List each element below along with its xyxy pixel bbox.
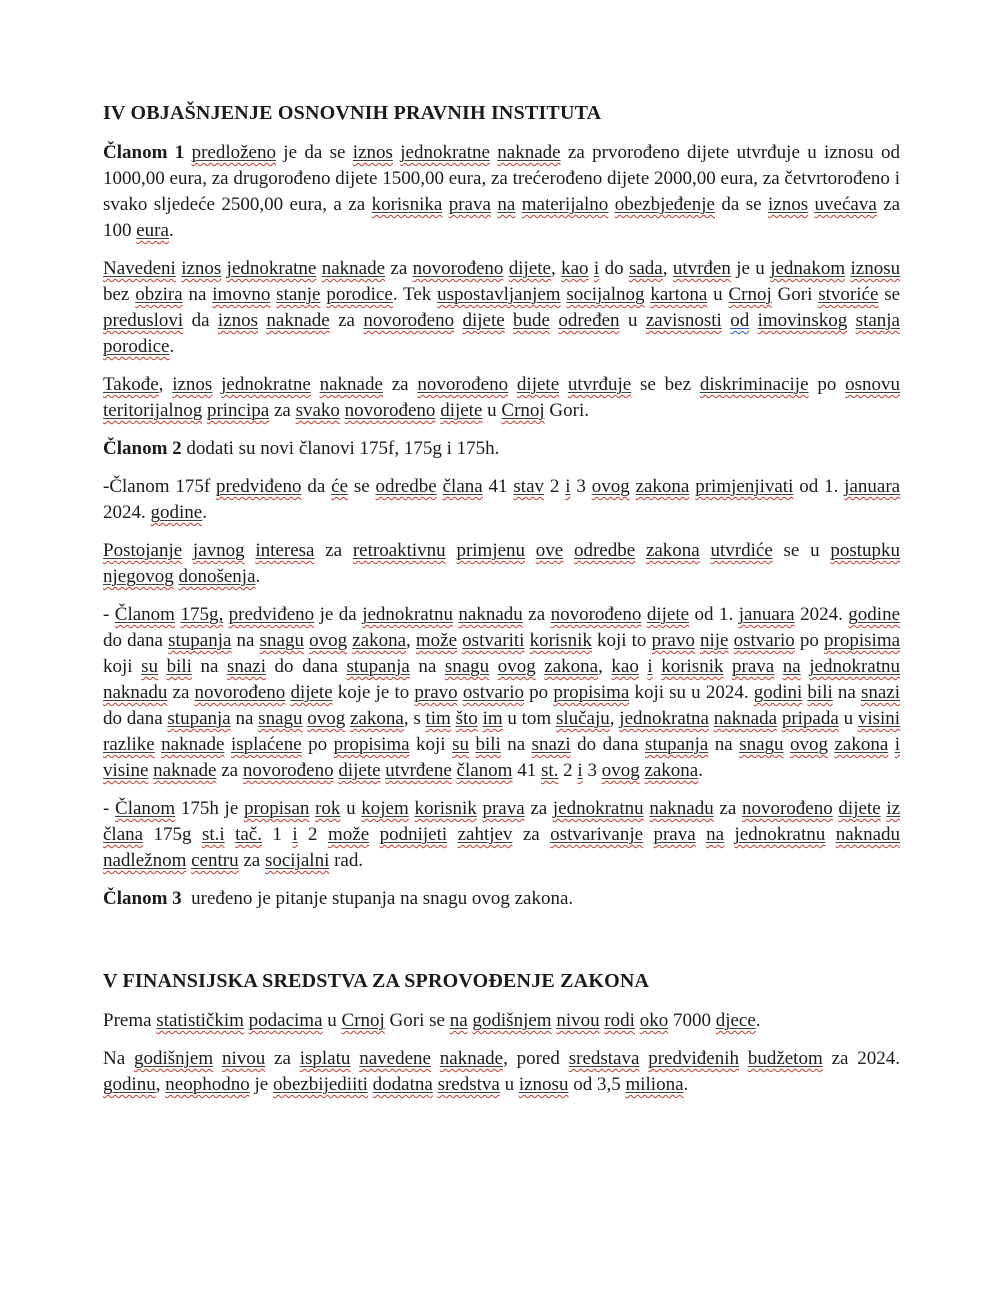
spellcheck-word: kojem [361, 798, 409, 819]
spellcheck-word: naknade [266, 310, 330, 331]
spellcheck-word: nivou [556, 1010, 600, 1031]
spellcheck-word: dijete [508, 258, 551, 279]
paragraph: Navedeni iznos jednokratne naknade za novorođeno dijete, kao i do sada, utvrđen je u jednakom iznosu bez obzira na imovno stanje porodice. Tek uspostavljanjem socijalnog kartona u Crnoj Gori stvoriće se preduslovi da iznos naknade za novorođeno dijete bude određen u zavisnosti od imovinskog stanja porodice. [103, 258, 901, 357]
spellcheck-word: principa [206, 400, 270, 421]
spellcheck-word: dijete [440, 400, 483, 421]
spellcheck-word: donošenja [178, 566, 256, 587]
spellcheck-word: snazi [860, 682, 901, 703]
spellcheck-word: propisima [333, 734, 410, 755]
spellcheck-word: socijalnog [566, 284, 645, 305]
spellcheck-word: dodatna [372, 1074, 433, 1095]
spellcheck-word: januara [844, 476, 901, 497]
paragraph: - Članom 175g, predviđeno je da jednokratnu naknadu za novorođeno dijete od 1. januara 2024. godine do dana stupanja na snagu ovog zakona, može ostvariti korisnik koji to pravo nije ostvario po propisima koji su bili na snazi do dana stupanja na snagu ovog zakona, kao i korisnik prava na jednokratnu naknadu za novorođeno dijete koje je to pravo ostvario po propisima koji su u 2024. godini bili na snazi do dana stupanja na snagu ovog zakona, s tim što im u tom slučaju, jednokratna naknada pripada u visini razlike naknade isplaćene po propisima koji su bili na snazi do dana stupanja na snagu ovog zakona i visine naknade za novorođeno dijete utvrđene članom 41 st. 2 i 3 ovog zakona. [103, 604, 901, 781]
spellcheck-word: Crnoj [501, 400, 545, 421]
spellcheck-word: podacima [248, 1010, 323, 1031]
spellcheck-word: što [455, 708, 478, 729]
paragraph: Takođe, iznos jednokratne naknade za novorođeno dijete utvrđuje se bez diskriminacije po osnovu teritorijalnog principa za svako novorođeno dijete u Crnoj Gori. [103, 374, 901, 421]
spellcheck-word: preduslovi [103, 310, 184, 331]
spellcheck-word: novorođeno [344, 400, 436, 421]
spellcheck-word: zakona [350, 708, 404, 729]
spellcheck-word: korisnik [414, 798, 477, 819]
spellcheck-word: dijete [462, 310, 505, 331]
spellcheck-word: su [141, 656, 159, 677]
spellcheck-word: zakona [644, 760, 699, 781]
spellcheck-word: primjenu [456, 540, 526, 561]
spellcheck-word: stvoriće [818, 284, 879, 305]
spellcheck-word: podnijeti [379, 824, 448, 845]
spellcheck-word: utvrđuje [567, 374, 632, 395]
document-body [103, 100, 900, 1098]
spellcheck-word: naknadu [103, 682, 168, 703]
bold-lead: Članom 2 [103, 438, 182, 459]
spellcheck-word: Članom [115, 798, 176, 819]
spellcheck-word: snagu [258, 708, 303, 729]
spellcheck-word: ovog [789, 734, 828, 755]
spellcheck-word: tim [425, 708, 451, 729]
spellcheck-word: ovog [307, 708, 346, 729]
spellcheck-word: Postojanje [103, 540, 183, 561]
spellcheck-word: im [482, 708, 503, 729]
spellcheck-word: odredbe [375, 476, 437, 497]
spellcheck-word: nivou [221, 1048, 266, 1069]
spellcheck-word: novorođeno [412, 258, 504, 279]
spellcheck-word: predviđenih [648, 1048, 739, 1069]
spellcheck-word: snazi [531, 734, 571, 755]
grammar-word: od [730, 310, 750, 331]
spellcheck-word: porodice [103, 336, 170, 357]
spellcheck-word: stupanja [346, 656, 410, 677]
spellcheck-word: centru [191, 850, 239, 871]
spellcheck-word: iz [886, 798, 901, 819]
spellcheck-word: visini [857, 708, 901, 729]
spellcheck-word: sredstava [568, 1048, 640, 1069]
spellcheck-word: pripada [781, 708, 839, 729]
spellcheck-word: snagu [444, 656, 490, 677]
spellcheck-word: godini [753, 682, 803, 703]
spellcheck-word: naknadu [835, 824, 901, 845]
spellcheck-word: godišnjem [133, 1048, 214, 1069]
spellcheck-word: prava [482, 798, 525, 819]
spellcheck-word: novorođeno [194, 682, 286, 703]
spellcheck-word: Takođe [103, 374, 159, 395]
spellcheck-word: primjenjivati [695, 476, 794, 497]
spellcheck-word: naknade [439, 1048, 504, 1069]
spellcheck-word: zakona [352, 630, 407, 651]
spellcheck-word: utvrđen [672, 258, 731, 279]
spellcheck-word: interesa [255, 540, 315, 561]
spellcheck-word: ostvariti [462, 630, 525, 651]
spellcheck-word: 175g, [180, 604, 224, 625]
spellcheck-word: ostvario [733, 630, 795, 651]
spellcheck-word: diskriminacije [699, 374, 809, 395]
spellcheck-word: ovog [591, 476, 630, 497]
spellcheck-word: korisnika [371, 194, 443, 215]
spellcheck-word: na [782, 656, 801, 677]
spellcheck-word: navedene [359, 1048, 431, 1069]
spellcheck-word: materijalno [521, 194, 609, 215]
paragraph: Postojanje javnog interesa za retroaktivnu primjenu ove odredbe zakona utvrdiće se u postupku njegovog donošenja. [103, 540, 901, 587]
spellcheck-word: naknadu [649, 798, 714, 819]
spellcheck-word: tač. [235, 824, 262, 845]
spellcheck-word: st.i [201, 824, 225, 845]
paragraph: Na godišnjem nivou za isplatu navedene naknade, pored sredstava predviđenih budžetom za 2024. godinu, neophodno je obezbijediiti dodatna sredstva u iznosu od 3,5 miliona. [103, 1048, 900, 1095]
spellcheck-word: pravo [651, 630, 695, 651]
spellcheck-word: novorođeno [741, 798, 833, 819]
spellcheck-word: godinu [103, 1074, 156, 1095]
spellcheck-word: snagu [739, 734, 784, 755]
spellcheck-word: jednokratne [400, 142, 490, 163]
spellcheck-word: zakona [645, 540, 700, 561]
spellcheck-word: bili [807, 682, 833, 703]
spellcheck-word: prava [732, 656, 775, 677]
paragraph: Prema statističkim podacima u Crnoj Gori se na godišnjem nivou rodi oko 7000 djece. [103, 1010, 761, 1031]
spellcheck-word: razlike [103, 734, 155, 755]
spellcheck-word: naknade [497, 142, 561, 163]
spellcheck-word: snagu [259, 630, 304, 651]
spellcheck-word: iznos [217, 310, 259, 331]
spellcheck-word: utvrđene [385, 760, 452, 781]
spellcheck-word: jednokratne [226, 258, 317, 279]
spellcheck-word: utvrdiće [710, 540, 773, 561]
spellcheck-word: njegovog [103, 566, 174, 587]
spellcheck-word: novorođeno [363, 310, 455, 331]
spellcheck-word: dijete [338, 760, 381, 781]
spellcheck-word: iznos [767, 194, 809, 215]
spellcheck-word: isplaćene [230, 734, 302, 755]
spellcheck-word: stanja [855, 310, 900, 331]
spellcheck-word: zakona [834, 734, 889, 755]
spellcheck-word: pravo [414, 682, 458, 703]
spellcheck-word: korisnik [661, 656, 724, 677]
spellcheck-word: kao [561, 258, 589, 279]
spellcheck-word: Crnoj [341, 1010, 385, 1031]
spellcheck-word: i [593, 258, 600, 279]
spellcheck-word: naknade [161, 734, 225, 755]
spellcheck-word: dijete [290, 682, 333, 703]
spellcheck-word: imovno [212, 284, 271, 305]
spellcheck-word: Navedeni [103, 258, 176, 279]
spellcheck-word: snazi [226, 656, 266, 677]
spellcheck-word: članom [456, 760, 513, 781]
spellcheck-word: naknade [153, 760, 217, 781]
spellcheck-word: može [415, 630, 458, 651]
paragraph: - Članom 175h je propisan rok u kojem korisnik prava za jednokratnu naknadu za novorođeno dijete iz člana 175g st.i tač. 1 i 2 može podnijeti zahtjev za ostvarivanje prava na jednokratnu naknadu nadležnom centru za socijalni rad. [103, 798, 901, 871]
spellcheck-word: zakona [635, 476, 690, 497]
spellcheck-word: i [565, 476, 571, 497]
spellcheck-word: će [331, 476, 349, 497]
spellcheck-word: jednokratne [221, 374, 311, 395]
spellcheck-word: jednokratnu [552, 798, 644, 819]
spellcheck-word: ove [535, 540, 564, 561]
spellcheck-word: predviđeno [216, 476, 302, 497]
spellcheck-word: stav [513, 476, 544, 497]
paragraph: -Članom 175f predviđeno da će se odredbe člana 41 stav 2 i 3 ovog zakona primjenjivati od 1. januara 2024. godine. [103, 476, 901, 523]
section-heading: V FINANSIJSKA SREDSTVA ZA SPROVOĐENJE ZAKONA [103, 970, 650, 992]
spellcheck-word: dijete [516, 374, 560, 395]
spellcheck-word: korisnik [529, 630, 592, 651]
spellcheck-word: člana [442, 476, 483, 497]
spellcheck-word: Crnoj [728, 284, 772, 305]
spellcheck-word: kartona [650, 284, 708, 305]
spellcheck-word: sredstva [437, 1074, 500, 1095]
spellcheck-word: stupanja [644, 734, 709, 755]
spellcheck-word: prava [448, 194, 491, 215]
spellcheck-word: ovog [309, 630, 348, 651]
spellcheck-word: dijete [646, 604, 690, 625]
spellcheck-word: propisima [553, 682, 630, 703]
spellcheck-word: osnovu [845, 374, 901, 395]
spellcheck-word: bili [166, 656, 192, 677]
spellcheck-word: st. [540, 760, 559, 781]
spellcheck-word: i [894, 734, 901, 755]
spellcheck-word: stanje [276, 284, 321, 305]
spellcheck-word: rodi [604, 1010, 635, 1031]
spellcheck-word: predloženo [191, 142, 276, 163]
spellcheck-word: zakona [544, 656, 599, 677]
spellcheck-word: postupku [830, 540, 901, 561]
paragraph: Članom 2 dodati su novi članovi 175f, 175g i 175h. [103, 438, 500, 459]
spellcheck-word: rok [315, 798, 341, 819]
spellcheck-word: nadležnom [103, 850, 187, 871]
spellcheck-word: predviđeno [228, 604, 315, 625]
spellcheck-word: obzira [135, 284, 183, 305]
spellcheck-word: godišnjem [472, 1010, 552, 1031]
spellcheck-word: iznos [352, 142, 393, 163]
spellcheck-word: na [706, 824, 725, 845]
spellcheck-word: socijalni [264, 850, 330, 871]
spellcheck-word: stupanja [167, 708, 231, 729]
spellcheck-word: neophodno [165, 1074, 250, 1095]
spellcheck-word: su [452, 734, 469, 755]
spellcheck-word: djece [715, 1010, 756, 1031]
section-heading: IV OBJAŠNJENJE OSNOVNIH PRAVNIH INSTITUTA [103, 102, 602, 124]
spellcheck-word: bude [513, 310, 550, 331]
spellcheck-word: nije [699, 630, 729, 651]
paragraph: Članom 1 predloženo je da se iznos jednokratne naknade za prvorođeno dijete utvrđuje u iznosu od 1000,00 eura, za drugorođeno dijete 1500,00 eura, za trećerođeno dijete 2000,00 eura, za četvrtorođeno i svako sljedeće 2500,00 eura, a za korisnika prava na materijalno obezbjeđenje da se iznos uvećava za 100 eura. [103, 142, 901, 241]
spellcheck-word: jednakom [770, 258, 846, 279]
spellcheck-word: zavisnosti [645, 310, 722, 331]
spellcheck-word: određen [558, 310, 620, 331]
spellcheck-word: prava [653, 824, 696, 845]
spellcheck-word: Članom [114, 604, 175, 625]
spellcheck-word: januara [738, 604, 795, 625]
spellcheck-word: i [292, 824, 298, 845]
spellcheck-word: propisima [824, 630, 901, 651]
spellcheck-word: dijete [838, 798, 881, 819]
spellcheck-word: člana [103, 824, 144, 845]
spellcheck-word: na [449, 1010, 468, 1031]
spellcheck-word: slučaju [555, 708, 610, 729]
spellcheck-word: ostvarivanje [550, 824, 644, 845]
spellcheck-word: stupanja [168, 630, 232, 651]
spellcheck-word: i [647, 656, 653, 677]
spellcheck-word: ovog [601, 760, 640, 781]
spellcheck-word: retroaktivnu [352, 540, 446, 561]
spellcheck-word: ovog [497, 656, 536, 677]
spellcheck-word: naknade [319, 374, 383, 395]
spellcheck-word: uvećava [814, 194, 877, 215]
spellcheck-word: godine [150, 502, 203, 523]
spellcheck-word: jednokratnu [362, 604, 453, 625]
spellcheck-word: novorođeno [550, 604, 642, 625]
spellcheck-word: jednokratnu [809, 656, 901, 677]
paragraph: Članom 3 uređeno je pitanje stupanja na snagu ovog zakona. [103, 888, 574, 909]
spellcheck-word: oko [639, 1010, 669, 1031]
spellcheck-word: jednokratnu [734, 824, 826, 845]
spellcheck-word: naknada [713, 708, 778, 729]
spellcheck-word: naknade [321, 258, 386, 279]
spellcheck-word: iznos [172, 374, 213, 395]
spellcheck-word: propisan [243, 798, 310, 819]
spellcheck-word: jednokratna [619, 708, 709, 729]
spellcheck-word: porodice [326, 284, 393, 305]
spellcheck-word: isplatu [299, 1048, 351, 1069]
spellcheck-word: obezbijediiti [272, 1074, 368, 1095]
spellcheck-word: odredbe [573, 540, 636, 561]
spellcheck-word: miliona [625, 1074, 684, 1095]
spellcheck-word: budžetom [747, 1048, 823, 1069]
bold-lead: Članom 1 [103, 142, 192, 163]
spellcheck-word: obezbjeđenje [614, 194, 715, 215]
spellcheck-word: iznos [181, 258, 222, 279]
spellcheck-word: i [577, 760, 583, 781]
spellcheck-word: može [327, 824, 370, 845]
spellcheck-word: naknadu [458, 604, 523, 625]
spellcheck-word: svako [295, 400, 340, 421]
spellcheck-word: imovinskog [757, 310, 848, 331]
spellcheck-word: teritorijalnog [103, 400, 203, 421]
spellcheck-word: bili [475, 734, 501, 755]
spellcheck-word: iznosu [518, 1074, 569, 1095]
spellcheck-word: zahtjev [457, 824, 513, 845]
spellcheck-word: uspostavljanjem [437, 284, 561, 305]
spellcheck-word: eura [136, 220, 169, 241]
spellcheck-word: ostvario [462, 682, 525, 703]
spellcheck-word: na [497, 194, 516, 215]
spellcheck-word: javnog [192, 540, 245, 561]
spellcheck-word: novorođeno [242, 760, 334, 781]
bold-lead: Članom 3 [103, 888, 182, 909]
spellcheck-word: godine [848, 604, 901, 625]
spellcheck-word: visine [103, 760, 149, 781]
spellcheck-word: novorođeno [417, 374, 509, 395]
spellcheck-word: iznosu [850, 258, 901, 279]
spellcheck-word: statističkim [156, 1010, 244, 1031]
spellcheck-word: sada [628, 258, 663, 279]
spellcheck-word: kao [611, 656, 639, 677]
